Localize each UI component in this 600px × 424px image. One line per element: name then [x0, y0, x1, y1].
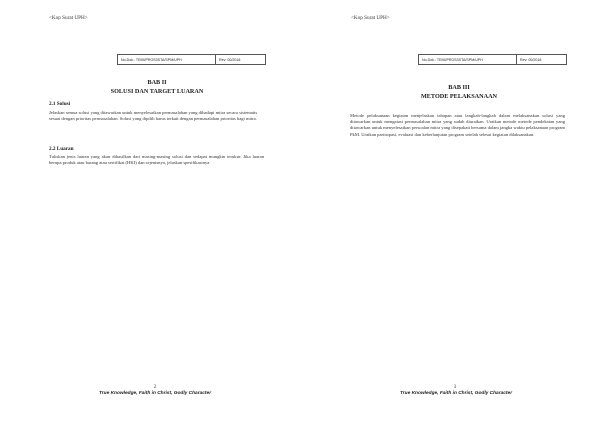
footer-motto: True Knowledge, Faith in Christ, Godly Character	[98, 391, 212, 396]
page-number: 2	[153, 385, 157, 390]
section-heading-solusi: 2.1 Solusi	[49, 101, 71, 107]
section-text-solusi: Jelaskan semua solusi yang ditawarkan untuk menyelesaikan permasalahan yang dihadapi mitra secara sistematis sesuai dengan prioritas permasalahan. Solusi yang dipilih harus terkait dengan permasalahan prioritas bagi mitra.	[49, 110, 258, 122]
section-heading-luaran: 2.2 Luaran	[49, 146, 74, 152]
method-paragraph: Metode pelaksanaan kegiatan menjelaskan tahapan atau langkah-langkah dalam melaksanakan solusi yang ditawarkan untuk mengatasi permasalahan mitra yang sudah diuraikan. Uraikan metode metode pendekatan yang ditawarkan untuk menyelesaikan persoalan mitra yang disepakati bersama dalam jangka waktu pelaksanaan program PkM. Uraikan partisipasi, evaluasi dan keberlanjutan program setelah selesai kegiatan dilaksanakan.	[350, 113, 565, 137]
document-revision: Rev: 00/2018	[219, 57, 241, 62]
letterhead-placeholder: <Kop Surat UPH>	[351, 15, 390, 21]
chapter-title: SOLUSI DAN TARGET LUARAN	[110, 87, 204, 95]
document-number: No.Dok.: TEMI/PROS3STA/SPM/UPH	[419, 55, 517, 64]
chapter-heading	[350, 84, 568, 101]
chapter-title: METODE PELAKSANAAN	[420, 92, 498, 100]
document-info-box	[418, 54, 567, 65]
document-page-3	[300, 0, 600, 424]
document-number: No.Dok.: TEMI/PROS3STA/SPM/UPH	[118, 55, 216, 64]
section-text-luaran: Tuliskan jenis luaran yang akan dihasilkan dari masing-masing solusi dan sedapat mungkin terukur. Jika luaran berupa produk atau barang atau sertifikat (HKI) dan sejenisnya, jelaskan spesifikasinya.	[49, 154, 264, 166]
chapter-number: BAB III	[448, 84, 470, 91]
letterhead-placeholder: <Kop Surat UPH>	[49, 15, 88, 21]
document-revision: Rev: 00/2018	[520, 57, 542, 62]
document-info-box	[117, 54, 266, 65]
footer-motto: True Knowledge, Faith in Christ, Godly Character	[399, 391, 513, 396]
page-number: 3	[453, 385, 457, 390]
chapter-heading	[48, 79, 266, 96]
chapter-number: BAB II	[147, 79, 167, 86]
